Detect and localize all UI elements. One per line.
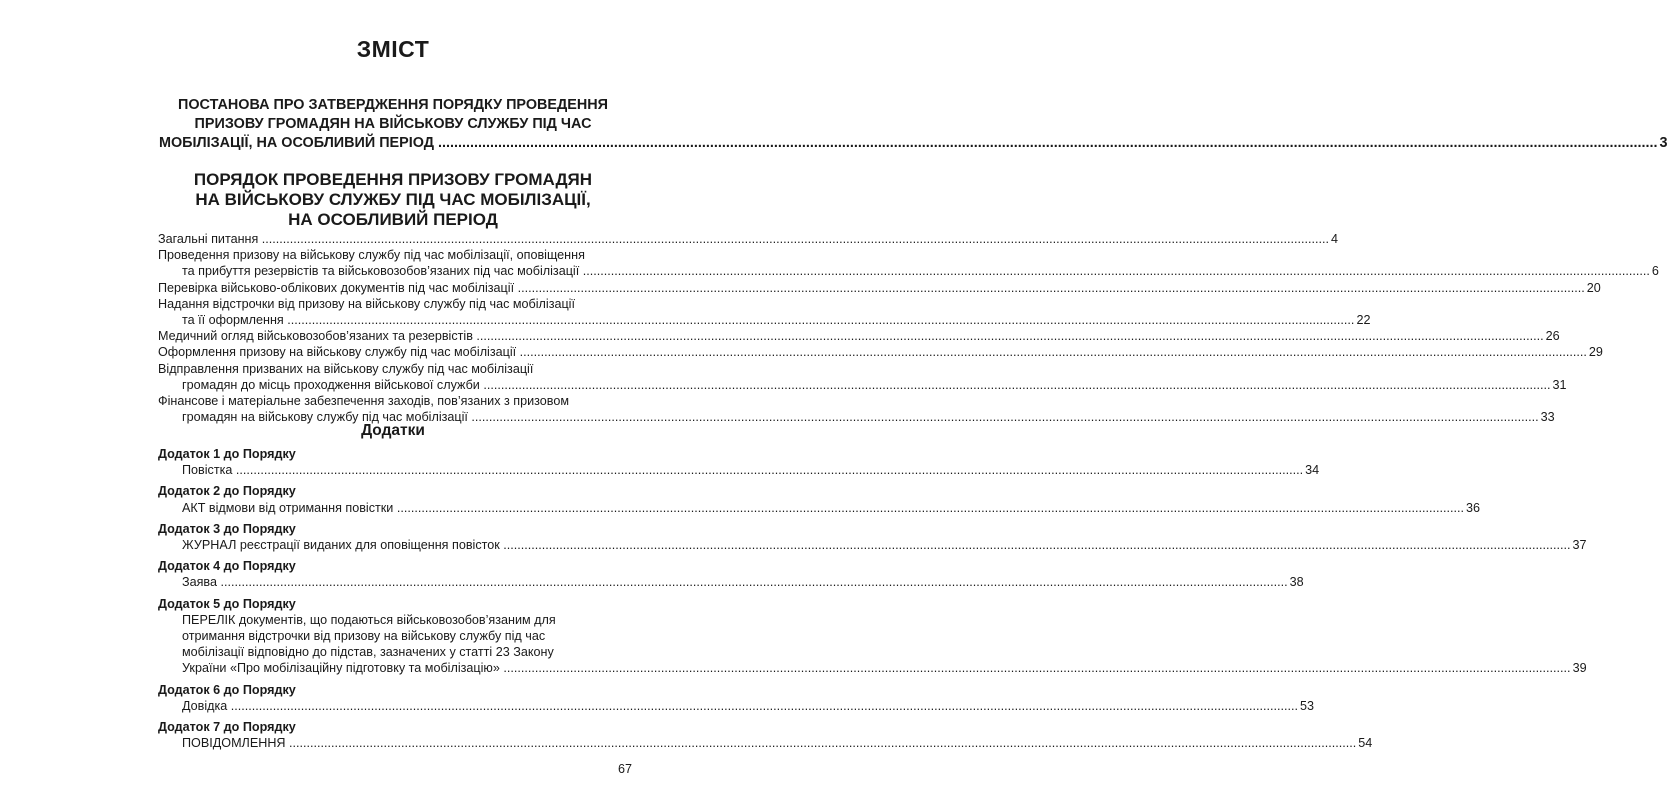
toc-entry[interactable] bbox=[158, 361, 1567, 393]
annex-leader-line bbox=[158, 463, 1319, 477]
toc-entry[interactable] bbox=[158, 231, 1339, 247]
annex-text: мобілізації відповідно до підстав, зазначених у статті 23 Закону bbox=[182, 645, 554, 660]
annex-leader-line bbox=[158, 699, 1314, 713]
contents-page bbox=[158, 0, 1667, 800]
annex-entry[interactable] bbox=[158, 682, 1315, 714]
annex-page-number: 53 bbox=[1300, 698, 1315, 713]
resolution-entry bbox=[158, 96, 1667, 153]
annex-leader-line bbox=[158, 661, 1587, 675]
annex-text: Заява ..... bbox=[182, 575, 1288, 589]
annex-title: Додаток 6 до Порядку bbox=[158, 682, 296, 697]
annex-title: Додаток 2 до Порядку bbox=[158, 484, 296, 499]
annex-page-number: 38 bbox=[1289, 575, 1304, 590]
toc-page-number: 29 bbox=[1588, 345, 1603, 360]
toc-page-number: 31 bbox=[1552, 377, 1567, 392]
toc-entry-leader-line bbox=[158, 232, 1338, 246]
annex-text: Повістка ..... bbox=[182, 463, 1303, 477]
annex-entry[interactable] bbox=[158, 521, 1587, 553]
annex-leader-line bbox=[158, 575, 1304, 589]
annex-text: АКТ відмови від отримання повістки ..... bbox=[182, 501, 1464, 515]
toc-list bbox=[158, 231, 1659, 425]
annex-text: України «Про мобілізаційну підготовку та мобілізацію» ..... bbox=[182, 661, 1571, 675]
toc-entry-text: Проведення призову на військову службу під час мобілізації, оповіщення bbox=[158, 248, 585, 263]
annex-entry[interactable] bbox=[158, 483, 1481, 515]
toc-entry-text: громадян до місць проходження військової служби ..... bbox=[182, 378, 1551, 392]
annex-text: ПЕРЕЛІК документів, що подаються військовозобов’язаним для bbox=[182, 612, 556, 627]
resolution-page-number: 3 bbox=[1659, 135, 1667, 151]
toc-entry-text: та прибуття резервістів та військовозобов’язаних під час мобілізації ..... bbox=[182, 264, 1650, 278]
annex-title: Додаток 5 до Порядку bbox=[158, 596, 296, 611]
annex-text: отримання відстрочки від призову на військову службу під час bbox=[182, 629, 546, 644]
toc-page-number: 6 bbox=[1651, 264, 1659, 279]
toc-entry-leader-line bbox=[158, 264, 1659, 278]
toc-entry-text: Фінансове і матеріальне забезпечення заходів, пов’язаних з призовом bbox=[158, 394, 569, 409]
toc-page-number: 20 bbox=[1586, 280, 1601, 295]
toc-entry-text: Надання відстрочки від призову на військову службу під час мобілізації bbox=[158, 296, 575, 311]
toc-entry-text: Оформлення призову на військову службу під час мобілізації ..... bbox=[158, 345, 1587, 359]
toc-entry-text: Медичний огляд військовозобов’язаних та резервістів ..... bbox=[158, 329, 1544, 343]
annex-title: Додаток 3 до Порядку bbox=[158, 521, 296, 536]
resolution-last-line bbox=[159, 134, 1667, 153]
toc-entry-leader-line bbox=[158, 378, 1567, 392]
order-title-line: ПОРЯДОК ПРОВЕДЕННЯ ПРИЗОВУ ГРОМАДЯН bbox=[193, 170, 593, 189]
toc-entry-text: громадян на військову службу під час мобілізації ..... bbox=[182, 410, 1539, 424]
annex-title: Додаток 7 до Порядку bbox=[158, 720, 296, 735]
annex-leader-line bbox=[158, 736, 1372, 750]
toc-entry-text: Відправлення призваних на військову службу під час мобілізації bbox=[158, 361, 534, 376]
annex-entry[interactable] bbox=[158, 596, 1587, 677]
page-title: ЗМІСТ bbox=[356, 36, 430, 62]
annex-text: Довідка ..... bbox=[182, 699, 1298, 713]
annexes-heading: Додатки bbox=[361, 422, 425, 439]
annex-page-number: 36 bbox=[1466, 500, 1481, 515]
annex-title: Додаток 4 до Порядку bbox=[158, 559, 296, 574]
annex-page-number: 37 bbox=[1572, 538, 1587, 553]
toc-entry[interactable] bbox=[158, 344, 1603, 360]
annex-page-number: 34 bbox=[1305, 463, 1320, 478]
annex-title: Додаток 1 до Порядку bbox=[158, 447, 296, 461]
annex-entry[interactable] bbox=[158, 719, 1373, 751]
annex-entry[interactable] bbox=[158, 446, 1320, 478]
toc-page-number: 4 bbox=[1331, 232, 1339, 246]
toc-entry[interactable] bbox=[158, 296, 1371, 328]
annex-page-number: 54 bbox=[1358, 736, 1373, 751]
order-title-line: НА ОСОБЛИВИЙ ПЕРІОД bbox=[288, 210, 498, 229]
toc-entry[interactable] bbox=[158, 247, 1659, 279]
toc-page-number: 26 bbox=[1545, 329, 1560, 344]
resolution-last-text: МОБІЛІЗАЦІЇ, НА ОСОБЛИВИЙ ПЕРІОД ..... bbox=[159, 134, 1657, 153]
annex-text: ЖУРНАЛ реєстрації виданих для оповіщення повісток ..... bbox=[182, 538, 1570, 552]
toc-entry-text: Загальні питання ..... bbox=[158, 232, 1329, 246]
order-title bbox=[158, 170, 628, 230]
toc-entry-text: та її оформлення ..... bbox=[182, 313, 1354, 327]
order-title-line: НА ВІЙСЬКОВУ СЛУЖБУ ПІД ЧАС МОБІЛІЗАЦІЇ, bbox=[195, 190, 591, 209]
annex-text: ПОВІДОМЛЕННЯ ..... bbox=[182, 736, 1356, 750]
annex-leader-line bbox=[158, 538, 1586, 552]
toc-entry-leader-line bbox=[158, 345, 1603, 359]
toc-entry-leader-line bbox=[158, 329, 1560, 343]
toc-entry[interactable] bbox=[158, 280, 1601, 296]
toc-entry-text: Перевірка військово-облікових документів під час мобілізації ..... bbox=[158, 281, 1585, 295]
resolution-line: ПРИЗОВУ ГРОМАДЯН НА ВІЙСЬКОВУ СЛУЖБУ ПІД ЧАС bbox=[194, 116, 592, 132]
toc-entry-leader-line bbox=[158, 281, 1601, 295]
toc-entry[interactable] bbox=[158, 393, 1555, 425]
toc-entry-leader-line bbox=[158, 313, 1370, 327]
page-number: 67 bbox=[618, 762, 633, 776]
annex-leader-line bbox=[158, 501, 1480, 515]
toc-page-number: 33 bbox=[1540, 410, 1555, 425]
toc-page-number: 22 bbox=[1356, 313, 1371, 328]
annexes-list bbox=[158, 446, 1587, 756]
annex-entry[interactable] bbox=[158, 558, 1304, 590]
toc-entry[interactable] bbox=[158, 328, 1560, 344]
annex-page-number: 39 bbox=[1572, 661, 1587, 676]
resolution-line: ПОСТАНОВА ПРО ЗАТВЕРДЖЕННЯ ПОРЯДКУ ПРОВЕДЕННЯ bbox=[178, 97, 608, 113]
